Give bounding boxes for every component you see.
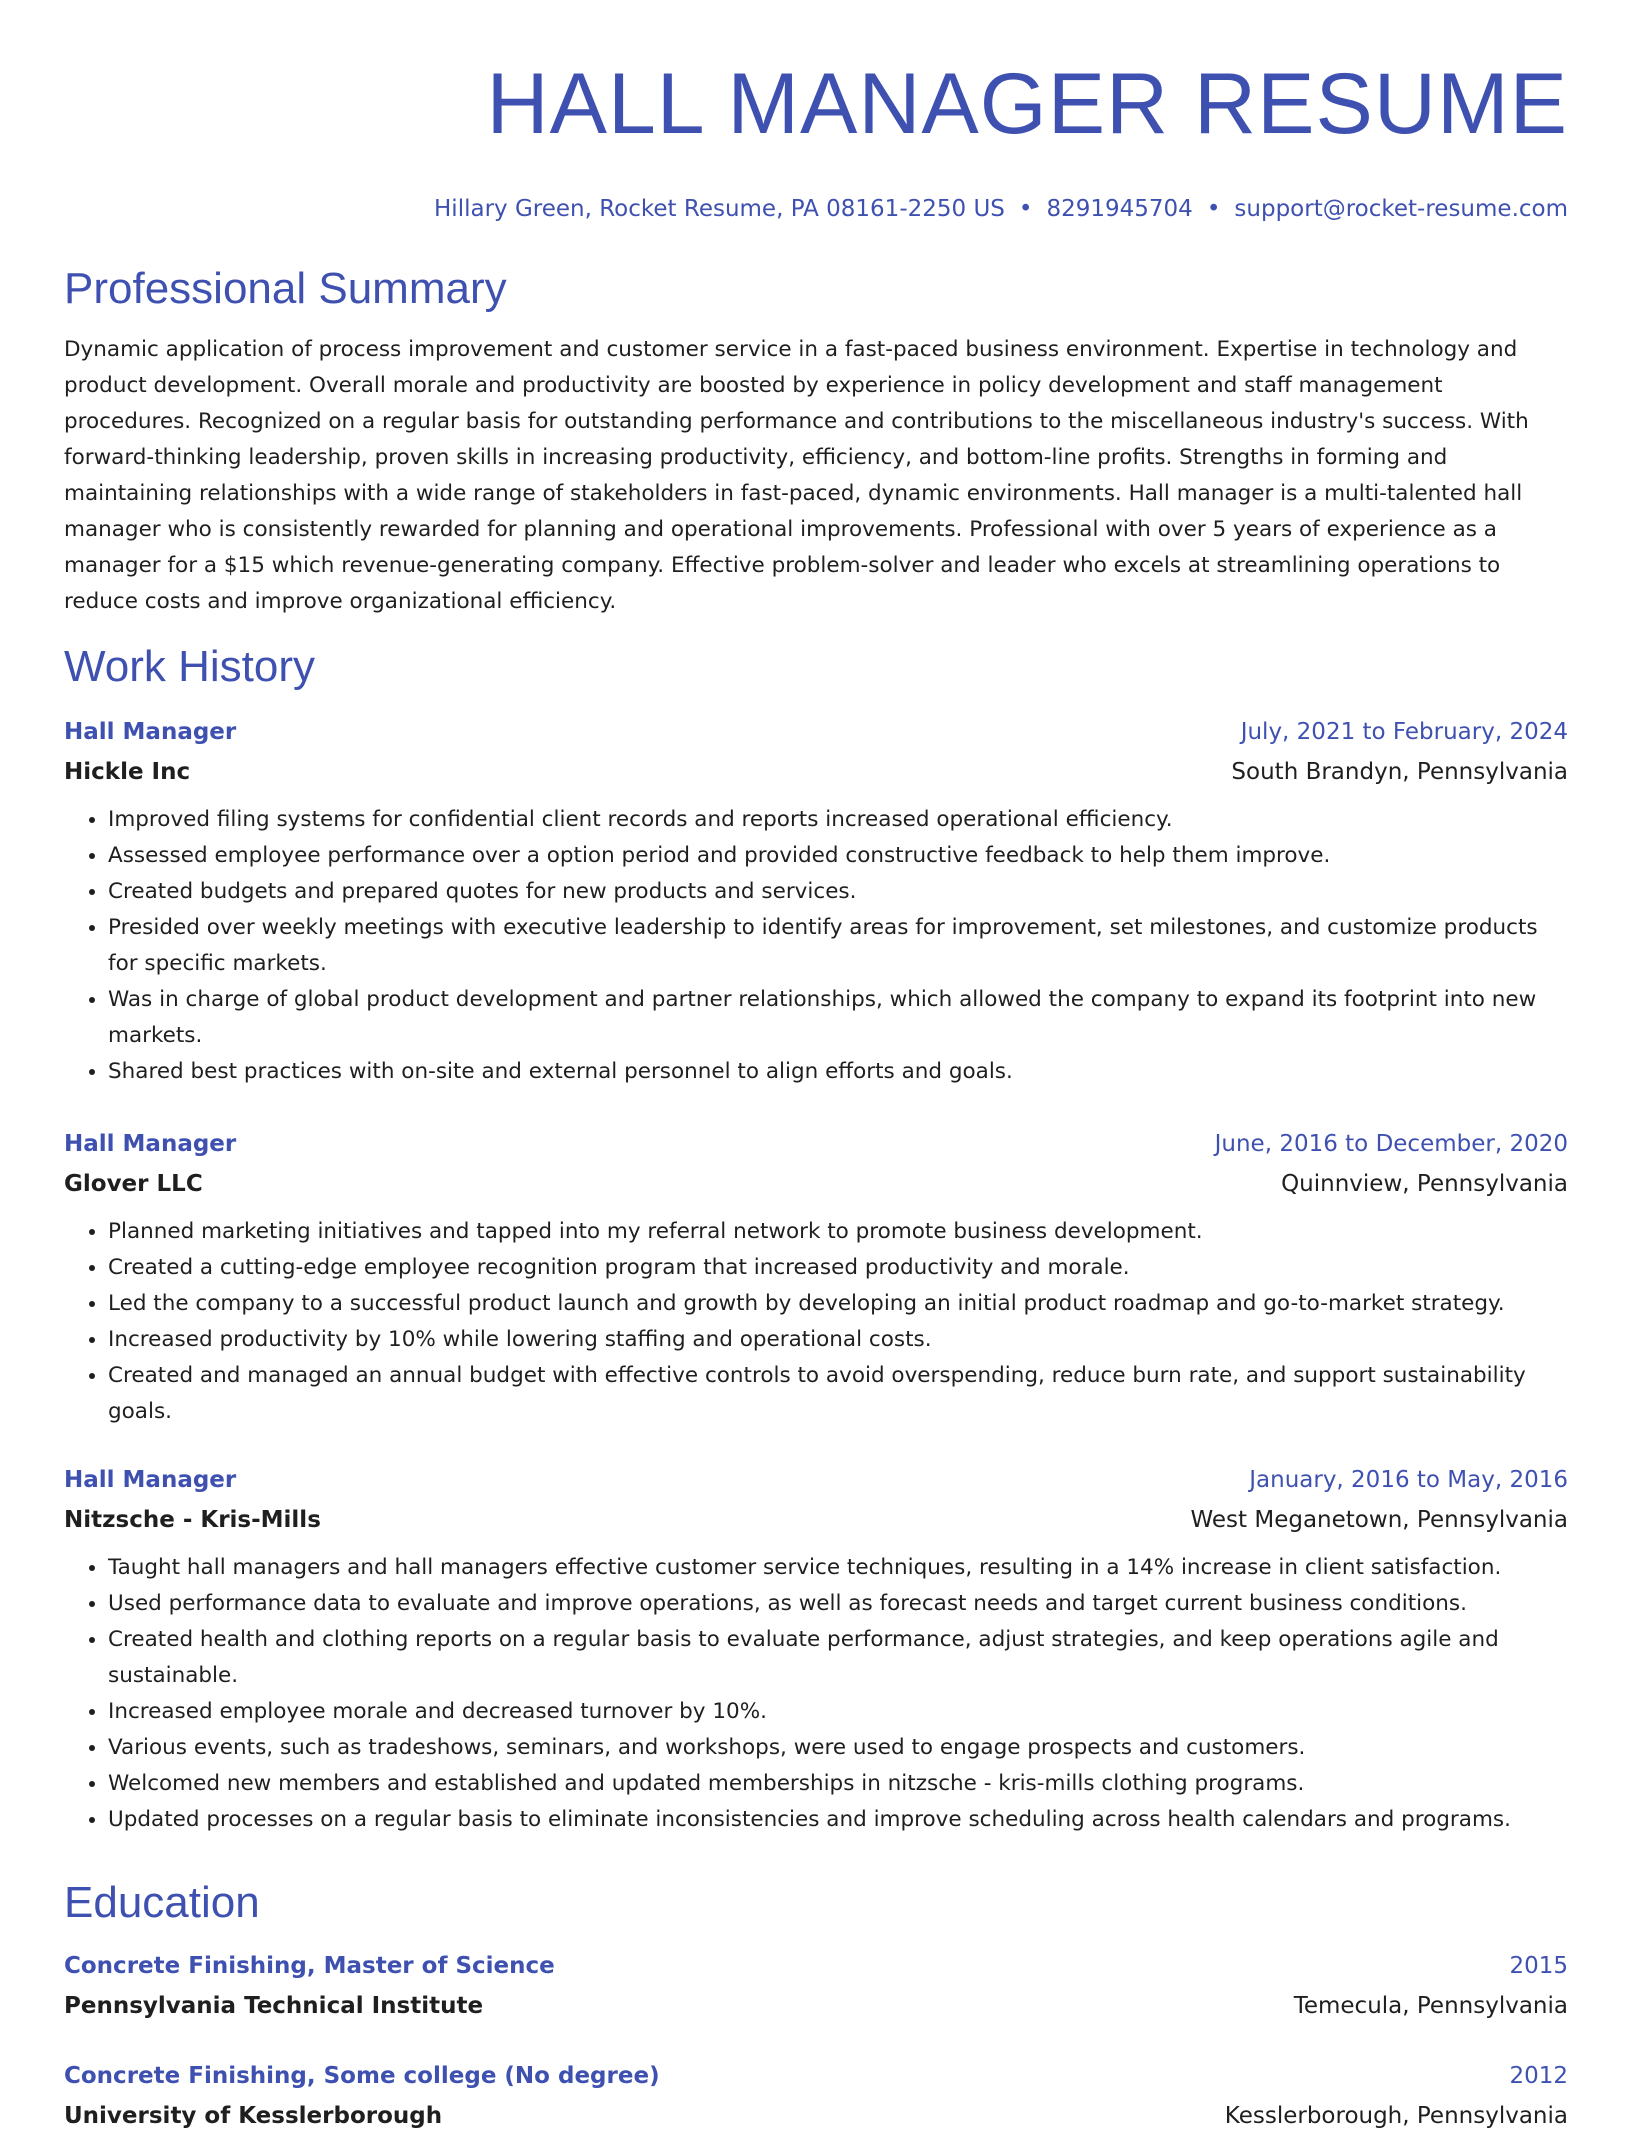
job-bullet: • Assessed employee performance over a option period and provided constructive feedback to help them improve. bbox=[108, 838, 1568, 874]
job-location: West Meganetown, Pennsylvania bbox=[1190, 1507, 1568, 1533]
job-bullet: • Improved filing systems for confidential client records and reports increased operational efficiency. bbox=[108, 802, 1568, 838]
job-bullet: • Planned marketing initiatives and tapped into my referral network to promote business development. bbox=[108, 1214, 1568, 1250]
job-company: Glover LLC bbox=[64, 1171, 203, 1197]
job-bullet: • Was in charge of global product development and partner relationships, which allowed the company to expand its footprint into new markets. bbox=[108, 982, 1568, 1054]
job-entry bbox=[64, 712, 1568, 1090]
resume-title: HALL MANAGER RESUME bbox=[486, 56, 1568, 152]
job-bullet: • Created and managed an annual budget with effective controls to avoid overspending, reduce burn rate, and support sustainability goals. bbox=[108, 1358, 1568, 1430]
education-school-row bbox=[64, 2096, 1568, 2136]
education-degree: Concrete Finishing, Master of Science bbox=[64, 1953, 555, 1979]
job-title: Hall Manager bbox=[64, 719, 237, 745]
contact-phone: 8291945704 bbox=[1046, 196, 1193, 222]
education-school: Pennsylvania Technical Institute bbox=[64, 1993, 484, 2019]
education-degree-row bbox=[64, 1946, 1568, 1986]
contact-separator: • bbox=[1018, 196, 1033, 222]
summary-text: Dynamic application of process improvement and customer service in a fast-paced business environment. Expertise in technology and product development. Overall morale and productivity are boosted by experience in policy development and staff management procedures. Recognized on a regular basis for outstanding performance and contributions to the miscellaneous industry's success. With forward-thinking leadership, proven skills in increasing productivity, efficiency, and bottom-line profits. Strengths in forming and maintaining relationships with a wide range of stakeholders in fast-paced, dynamic environments. Hall manager is a multi-talented hall manager who is consistently rewarded for planning and operational improvements. Professional with over 5 years of experience as a manager for a $15 which revenue-generating company. Effective problem-solver and leader who excels at streamlining operations to reduce costs and improve organizational efficiency. bbox=[64, 337, 1529, 614]
job-bullet: • Led the company to a successful product launch and growth by developing an initial product roadmap and go-to-market strategy. bbox=[108, 1286, 1568, 1322]
job-bullet: • Shared best practices with on-site and external personnel to align efforts and goals. bbox=[108, 1054, 1568, 1090]
job-company-row bbox=[64, 752, 1568, 792]
job-bullet: • Welcomed new members and established and updated memberships in nitzsche - kris-mills clothing programs. bbox=[108, 1766, 1568, 1802]
job-location: Quinnview, Pennsylvania bbox=[1281, 1171, 1568, 1197]
education-year: 2015 bbox=[1509, 1953, 1568, 1979]
section-heading: Education bbox=[64, 1878, 260, 1927]
education-entry bbox=[64, 2056, 1568, 2136]
job-bullet: • Taught hall managers and hall managers effective customer service techniques, resulting in a 14% increase in client satisfaction. bbox=[108, 1550, 1568, 1586]
job-company-row bbox=[64, 1500, 1568, 1540]
education-degree-row bbox=[64, 2056, 1568, 2096]
job-bullet: • Various events, such as tradeshows, seminars, and workshops, were used to engage prospects and customers. bbox=[108, 1730, 1568, 1766]
education-section bbox=[64, 1876, 1568, 2136]
job-bullet: • Created a cutting-edge employee recognition program that increased productivity and morale. bbox=[108, 1250, 1568, 1286]
section-heading: Professional Summary bbox=[64, 264, 507, 313]
work-history-section bbox=[64, 640, 1568, 1838]
job-entry bbox=[64, 1460, 1568, 1838]
job-title: Hall Manager bbox=[64, 1131, 237, 1157]
section-heading: Work History bbox=[64, 642, 315, 691]
job-title-row bbox=[64, 712, 1568, 752]
education-degree: Concrete Finishing, Some college (No degree) bbox=[64, 2063, 660, 2089]
job-bullets bbox=[64, 1550, 1568, 1838]
job-entry bbox=[64, 1124, 1568, 1430]
education-location: Temecula, Pennsylvania bbox=[1293, 1993, 1568, 2019]
job-title-row bbox=[64, 1460, 1568, 1500]
job-title-row bbox=[64, 1124, 1568, 1164]
job-title: Hall Manager bbox=[64, 1467, 237, 1493]
job-bullet: • Increased employee morale and decreased turnover by 10%. bbox=[108, 1694, 1568, 1730]
job-bullets bbox=[64, 1214, 1568, 1430]
job-dates: July, 2021 to February, 2024 bbox=[1240, 719, 1568, 745]
contact-line bbox=[64, 194, 1568, 224]
contact-separator: • bbox=[1206, 196, 1221, 222]
job-company: Hickle Inc bbox=[64, 759, 191, 785]
education-entry bbox=[64, 1946, 1568, 2026]
job-dates: January, 2016 to May, 2016 bbox=[1249, 1467, 1568, 1493]
job-bullet: • Presided over weekly meetings with executive leadership to identify areas for improvement, set milestones, and customize products for specific markets. bbox=[108, 910, 1568, 982]
education-school-row bbox=[64, 1986, 1568, 2026]
job-bullet: • Created health and clothing reports on a regular basis to evaluate performance, adjust strategies, and keep operations agile and sustainable. bbox=[108, 1622, 1568, 1694]
job-bullet: • Increased productivity by 10% while lowering staffing and operational costs. bbox=[108, 1322, 1568, 1358]
job-location: South Brandyn, Pennsylvania bbox=[1231, 759, 1568, 785]
education-year: 2012 bbox=[1509, 2063, 1568, 2089]
education-location: Kesslerborough, Pennsylvania bbox=[1224, 2103, 1568, 2129]
job-bullet: • Updated processes on a regular basis to eliminate inconsistencies and improve scheduling across health calendars and programs. bbox=[108, 1802, 1568, 1838]
job-bullets bbox=[64, 802, 1568, 1090]
job-company-row bbox=[64, 1164, 1568, 1204]
contact-address: Hillary Green, Rocket Resume, PA 08161-2250 US bbox=[434, 196, 1005, 222]
contact-email: support@rocket-resume.com bbox=[1234, 196, 1568, 222]
job-bullet: • Used performance data to evaluate and improve operations, as well as forecast needs and target current business conditions. bbox=[108, 1586, 1568, 1622]
job-company: Nitzsche - Kris-Mills bbox=[64, 1507, 321, 1533]
professional-summary-section bbox=[64, 262, 1568, 620]
job-bullet: • Created budgets and prepared quotes for new products and services. bbox=[108, 874, 1568, 910]
education-school: University of Kesslerborough bbox=[64, 2103, 443, 2129]
job-dates: June, 2016 to December, 2020 bbox=[1214, 1131, 1568, 1157]
